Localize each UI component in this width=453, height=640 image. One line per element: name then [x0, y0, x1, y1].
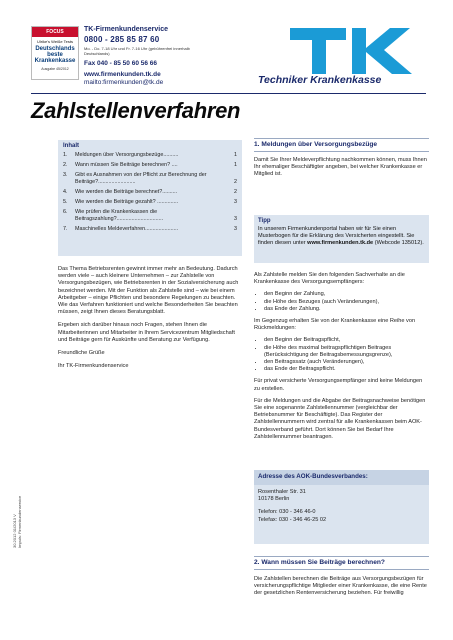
award-badge-top: FOCUS	[32, 27, 78, 37]
list-item: • das Ende der Beitragspflicht.	[264, 366, 429, 373]
greeting: Freundliche Grüße	[58, 350, 105, 357]
toc-item-number: 5.	[63, 199, 68, 205]
signature: Ihr TK-Firmenkundenservice	[58, 363, 129, 370]
list-item: • das Ende der Zahlung.	[264, 306, 429, 313]
address-city: 10178 Berlin	[258, 496, 290, 503]
toc-item-text: Meldungen über Versorgungsbezüge..........	[75, 152, 179, 158]
intro-paragraph: Das Thema Betriebsrenten gewinnt immer mehr an Bedeutung. Dadurch werden viele – auch kleinere Unternehmen – zur Zahlstelle von Versorgungsbezügen, wie Betriebsrenten in der Sozialversicherung auch bezeichnet werden. Mit der Funktion als Zahlstelle sind – wie bei einem Arbeitgeber – einige Pflichten und besondere Regelungen zu beachten. Wie das Verfahren funktioniert und welche Besonderheiten Sie beachten müssen, zeigt Ihnen dieses Beratungsblatt.	[58, 266, 239, 316]
intro-paragraph: Ergeben sich darüber hinaus noch Fragen, stehen Ihnen die Mitarbeiterinnen und Mitarbeiter in Ihrem Servicezentrum Mitgliedschaft und Beiträge gern für Auskünfte und Beratung zur Verfügung.	[58, 322, 235, 343]
service-mail-link[interactable]: mailto:firmenkunden@tk.de	[84, 79, 164, 86]
toc-item-page: 1	[234, 152, 237, 158]
toc-item[interactable]	[63, 162, 237, 169]
toc-item-text: Maschinelles Meldeverfahren......................	[75, 226, 179, 232]
toc-item-text: Wie werden die Beiträge gezahlt? ..............	[75, 199, 179, 205]
list-item: • die Höhe des maximal beitragspflichtigen Beitrages (Berücksichtigung der Beitragsbemessungsgrenze),	[264, 345, 429, 359]
section-2-heading: 2. Wann müssen Sie Beiträge berechnen?	[254, 559, 385, 566]
service-web-link[interactable]: www.firmenkunden.tk.de	[84, 71, 161, 78]
section-1-intro: Damit Sie Ihrer Meldeverpflichtung nachkommen können, muss Ihnen Ihr ehemaliger Beschäftigter angeben, bei welcher Krankenkasse er Mitglied ist.	[254, 157, 427, 178]
toc-item-text: Wann müssen Sie Beiträge berechnen? ....	[75, 162, 178, 168]
toc-item-number: 1.	[63, 152, 68, 158]
toc-item-text: Wie werden die Beiträge berechnet?..........	[75, 189, 178, 195]
section-divider	[254, 151, 429, 152]
toc-item-number: 3.	[63, 172, 68, 178]
toc-item[interactable]	[63, 152, 237, 159]
toc-item-number: 7.	[63, 226, 68, 232]
address-street: Rosenthaler Str. 31	[258, 489, 306, 495]
section-paragraph: Für die Meldungen und die Abgabe der Beitragsnachweise benötigen Sie eine sogenannte Zahlstellennummer (vergleichbar der Betriebsnummer für Beschäftigte). Das Register der Zahlstellennummern wird zentral für alle Krankenkassen beim AOK-Bundesverband geführt. Dort können Sie bei Bedarf Ihre Zahlstellennummer beantragen.	[254, 397, 426, 440]
side-note-line: 30.2012 01/2013 V	[12, 514, 17, 548]
list-item: • den Beginn der Beitragspflicht,	[264, 337, 429, 344]
toc-item-number: 4.	[63, 189, 68, 195]
service-phone: 0800 - 285 85 87 60	[84, 35, 160, 44]
toc-item-text: Wie prüfen die Krankenkassen die Beitragszahlung?...............................	[75, 209, 164, 222]
brand-name: Techniker Krankenkasse	[258, 74, 382, 86]
tk-logo-icon	[286, 26, 426, 76]
address-phone: Telefon: 030 - 346 46-0	[258, 509, 316, 516]
report-list	[254, 291, 429, 313]
toc-item-page: 3	[234, 226, 237, 232]
service-title: TK-Firmenkundenservice	[84, 26, 169, 33]
toc-item-number: 2.	[63, 162, 68, 168]
intro-text	[58, 266, 240, 376]
side-note	[12, 496, 22, 548]
feedback-list	[254, 337, 429, 373]
table-of-contents	[58, 140, 242, 256]
toc-heading: Inhalt	[63, 143, 79, 149]
tip-text: In unserem Firmenkundenportal haben wir für Sie einen Musterbogen für die Erklärung des Versicherten eingestellt. Sie finden diesen unter	[258, 226, 415, 246]
toc-item-page: 3	[234, 199, 237, 205]
section-divider	[254, 138, 429, 139]
address-box	[254, 470, 429, 544]
section-2-intro: Die Zahlstellen berechnen die Beiträge aus Versorgungsbezügen für versicherungspflichtige Mitglieder einer Krankenkasse, die eine Rente der gesetzlichen Rentenversicherung beziehen. Für freiwillig	[254, 576, 427, 597]
section-1-body	[254, 272, 429, 446]
section-paragraph: Im Gegenzug erhalten Sie von der Krankenkasse eine Reihe von Rückmeldungen:	[254, 318, 416, 332]
toc-item-page: 2	[234, 179, 237, 185]
section-divider	[254, 556, 429, 557]
tip-suffix: (Webcode 135012).	[374, 240, 424, 246]
header-divider	[31, 93, 426, 94]
section-paragraph: Als Zahlstelle melden Sie den folgenden Sachverhalte an die Krankenkasse des Versorgungsempfängers:	[254, 272, 405, 286]
tip-box	[254, 215, 429, 263]
toc-item-text: Gibt es Ausnahmen von der Pflicht zur Berechnung der Beiträge?.........................	[75, 172, 207, 185]
toc-item[interactable]	[63, 209, 237, 223]
award-badge-subtitle: Ulrike's Weiße Tests	[37, 39, 73, 44]
section-paragraph: Für privat versicherte Versorgungsempfänger sind keine Meldungen zu erstellen.	[254, 378, 423, 392]
tip-heading: Tipp	[258, 218, 271, 224]
list-item: • den Beginn der Zahlung,	[264, 291, 429, 298]
award-badge-title: Deutschlands beste Krankenkasse	[34, 46, 76, 64]
toc-item-page: 2	[234, 189, 237, 195]
list-item: • die Höhe des Bezuges (auch Veränderungen),	[264, 299, 429, 306]
toc-item[interactable]	[63, 199, 237, 206]
toc-item[interactable]	[63, 226, 237, 233]
award-badge-issue: Ausgabe 45/2012	[41, 67, 69, 71]
service-fax: Fax 040 - 85 50 60 56 66	[84, 60, 158, 67]
toc-item-page: 1	[234, 162, 237, 168]
award-badge	[31, 26, 79, 80]
tip-link[interactable]: www.firmenkunden.tk.de	[307, 240, 374, 246]
toc-item[interactable]	[63, 189, 237, 196]
address-fax: Telefax: 030 - 346 46-25 02	[258, 516, 327, 523]
service-hours: Mo. - Do. 7-18 Uhr und Fr. 7-16 Uhr (gebührenfrei innerhalb Deutschlands)	[84, 46, 190, 56]
section-1-heading: 1. Meldungen über Versorgungsbezüge	[254, 141, 378, 148]
list-item: • den Beitragssatz (auch Veränderungen),	[264, 359, 429, 366]
page-title: Zahlstellenverfahren	[31, 98, 241, 123]
address-heading: Adresse des AOK-Bundesverbandes:	[254, 470, 429, 485]
toc-item-number: 6.	[63, 209, 68, 215]
toc-item-page: 3	[234, 216, 237, 222]
section-divider	[254, 569, 429, 570]
toc-item[interactable]	[63, 172, 237, 186]
side-note-line: Impuls: Firmenkundenservice	[17, 495, 22, 548]
